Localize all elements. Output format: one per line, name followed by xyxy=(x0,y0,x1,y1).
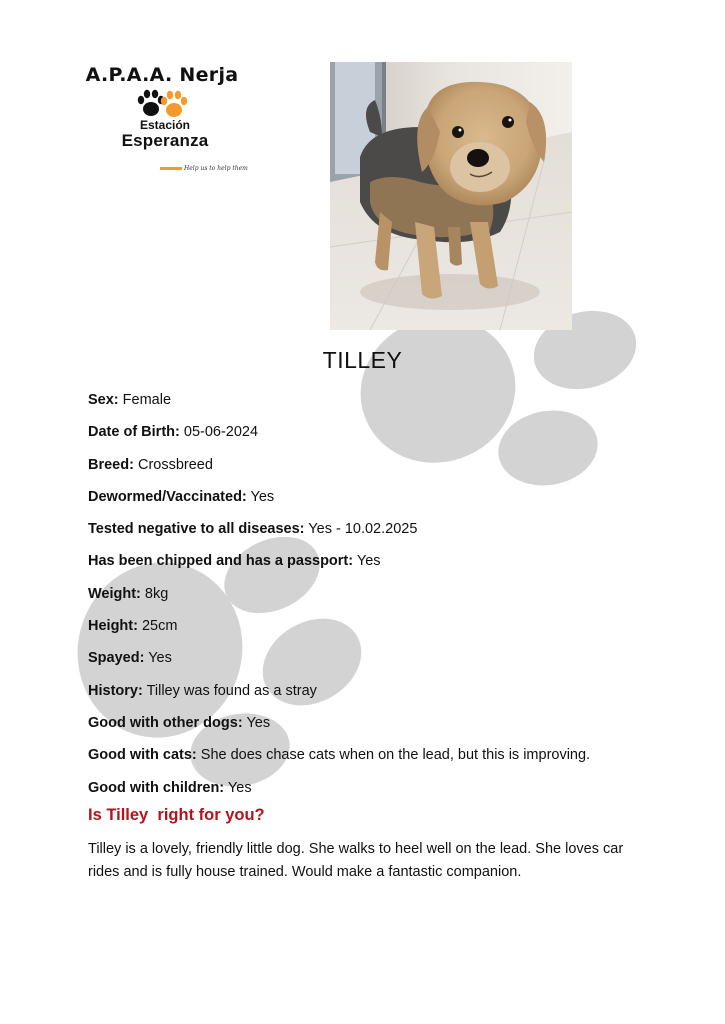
fact-chipped-passport: Has been chipped and has a passport: Yes xyxy=(88,553,381,570)
section-heading-right-for-you: Is Tilley right for you? xyxy=(88,806,265,824)
fact-weight: Weight: 8kg xyxy=(88,585,169,602)
fact-dewormed-vaccinated: Dewormed/Vaccinated: Yes xyxy=(88,488,275,505)
dog-name: TILLEY xyxy=(322,347,403,373)
logo-subtitle-estacion: Estación xyxy=(139,118,190,132)
facts-list xyxy=(88,390,590,810)
fact-breed: Breed: Crossbreed xyxy=(88,456,213,473)
organization-logo xyxy=(85,64,248,176)
fact-tested-negative: Tested negative to all diseases: Yes - 10.02.2025 xyxy=(88,521,418,538)
fact-good-with-children: Good with children: Yes xyxy=(88,779,252,796)
fact-spayed: Spayed: Yes xyxy=(88,650,172,667)
logo-tagline: Help us to help them xyxy=(160,165,248,172)
fact-good-with-dogs: Good with other dogs: Yes xyxy=(88,714,271,731)
fact-date-of-birth: Date of Birth: 05-06-2024 xyxy=(88,424,259,441)
fact-history: History: Tilley was found as a stray xyxy=(88,682,317,699)
fact-sex: Sex: Female xyxy=(88,392,172,408)
fact-height: Height: 25cm xyxy=(88,618,178,635)
logo-subtitle-esperanza: Esperanza xyxy=(121,131,209,150)
dog-description: Tilley is a lovely, friendly little dog. She walks to heel well on the lead. She loves car rides and is fully house trained. Would make a fantastic companion. xyxy=(88,841,624,880)
dog-photo xyxy=(330,62,572,330)
logo-title: A.P.A.A. Nerja xyxy=(85,64,239,86)
fact-good-with-cats: Good with cats: She does chase cats when on the lead, but this is improving. xyxy=(88,747,591,764)
logo-paws-icon xyxy=(90,88,240,118)
